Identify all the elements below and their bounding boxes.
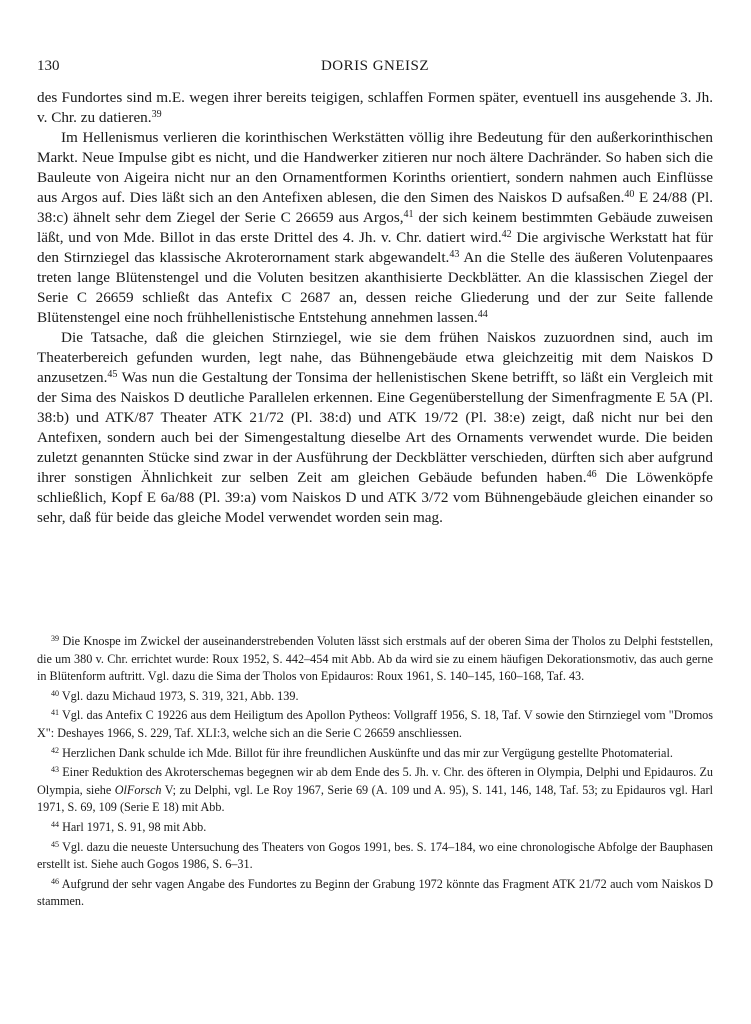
text-run: Vgl. dazu Michaud 1973, S. 319, 321, Abb. 139.	[61, 688, 299, 703]
footnote-ref: 44	[477, 308, 488, 320]
footnote	[37, 764, 713, 817]
footnote-ref: 42	[501, 228, 512, 240]
text-run: Herzlichen Dank schulde ich Mde. Billot für ihre freundlichen Auskünfte und das mir zur Vergügung gestellte Photomaterial.	[62, 745, 673, 760]
footnote-ref: 40	[624, 188, 635, 200]
text-run: Was nun die Gestaltung der Tonsima der hellenistischen Skene betrifft, so läßt ein Vergleich mit der Sima des Naiskos D deutliche Parallelen erkennen. Eine Gegenüberstellung der Simenfragmente E 5A (Pl. 38:b) und ATK/87 Theater ATK 21/72 (Pl. 38:d) und ATK 19/72 (Pl. 38:e) zeigt, daß nicht nur bei den Antefixen, sondern auch bei der Simengestaltung dieselbe Art des Ornaments verwendet wurde. Die beiden zuletzt genannten Stücke sind zwar in der Ausführung der Deckblätter verschieden, dürften sich aber aufgrund ihrer sonstigen Ähnlichkeit zur selben Zeit am gleichen Gebäude befunden haben.	[37, 369, 713, 486]
text-run: E 24/88 (Pl. 38:c) ähnelt sehr dem Ziegel der Serie C 26659 aus Argos,	[37, 189, 713, 226]
footnote	[37, 876, 713, 911]
body-paragraph	[37, 328, 713, 528]
footnote	[37, 633, 713, 686]
footnote-number: 39	[51, 633, 60, 643]
footnote-number: 41	[51, 708, 60, 718]
text-run: Vgl. dazu die neueste Untersuchung des Theaters von Gogos 1991, bes. S. 174–184, wo eine chronologische Abfolge der Bauphasen erstellt ist. Siehe auch Gogos 1986, S. 6–31.	[37, 839, 713, 872]
footnote-number: 40	[51, 688, 60, 698]
running-head: DORIS GNEISZ	[320, 58, 430, 74]
text-run: Die Löwenköpfe schließlich, Kopf E 6a/88 (Pl. 39:a) vom Naiskos D und ATK 3/72 vom Bühnengebäude gleichen einander so sehr, daß für beide das gleiche Model verwendet worden sein mag.	[37, 469, 714, 526]
footnote	[37, 819, 713, 837]
text-run: der sich keinem bestimmten Gebäude zuweisen läßt, und von Mde. Billot in das erste Drittel des 4. Jh. v. Chr. datiert wird.	[37, 209, 714, 246]
page-number: 130	[37, 58, 60, 74]
footnotes	[37, 633, 713, 913]
footnote-number: 45	[51, 839, 60, 849]
footnote	[37, 688, 713, 706]
text-run: Die Knospe im Zwickel der auseinanderstrebenden Voluten lässt sich erstmals auf der oberen Sima der Tholos zu Delphi feststellen, die um 380 v. Chr. errichtet wurde: Roux 1952, S. 442–454 mit Abb. Ab da wird sie zu einem häufigen Dekorationsmotiv, das auch gerne in Blütenform auftritt. Vgl. dazu die Sima der Tholos von Epidauros: Roux 1961, S. 140–145, 160–168, Taf. 43.	[37, 634, 713, 684]
footnote-number: 44	[51, 819, 60, 829]
body-text	[37, 88, 713, 528]
text-run: des Fundortes sind m.E. wegen ihrer bereits teigigen, schlaffen Formen später, eventuell ins ausgehende 3. Jh. v. Chr. zu datieren.	[37, 89, 713, 126]
text-run: Einer Reduktion des Akroterschemas begegnen wir ab dem Ende des 5. Jh. v. Chr. des öfteren in Olympia, Delphi und Epidauros. Zu Olympia, siehe	[37, 765, 713, 797]
text-run: Aufgrund der sehr vagen Angabe des Fundortes zu Beginn der Grabung 1972 könnte das Fragment ATK 21/72 auch vom Naiskos D stammen.	[37, 876, 713, 909]
italic-text: OlForsch	[114, 782, 162, 797]
footnote-number: 43	[51, 765, 60, 775]
body-paragraph	[37, 88, 713, 128]
footnote	[37, 707, 713, 742]
text-run: Die Tatsache, daß die gleichen Stirnziegel, wie sie dem frühen Naiskos zuzuordnen sind, auch im Theaterbereich gefunden wurden, legt nahe, das Bühnengebäude etwa gleichzeitig mit dem Naiskos D anzusetzen.	[37, 329, 713, 386]
footnote-number: 46	[51, 876, 60, 886]
body-paragraph	[37, 128, 713, 328]
footnote	[37, 745, 713, 763]
footnote-number: 42	[51, 745, 60, 755]
text-run: Die argivische Werkstatt hat für den Stirnziegel das klassische Akroterornament stark abgewandelt.	[37, 229, 713, 266]
footnote-ref: 45	[107, 368, 118, 380]
footnote-ref: 39	[151, 108, 162, 120]
text-run: Im Hellenismus verlieren die korinthischen Werkstätten völlig ihre Bedeutung für den außerkorinthischen Markt. Neue Impulse gibt es nicht, und die Handwerker zitieren nur noch ältere Dachränder. So haben sich die Bauleute von Aigeira nicht nur an den Ornamentformen Korinths orientiert, sondern nahmen auch Einflüsse aus Argos auf. Dies läßt sich an den Antefixen ablesen, die den Simen des Naiskos D aufsaßen.	[37, 129, 713, 206]
text-run: V; zu Delphi, vgl. Le Roy 1967, Serie 69 (A. 109 und A. 95), S. 141, 146, 148, Taf. 53; zu Epidauros vgl. Harl 1971, S. 69, 109 (Serie E 18) mit Abb.	[37, 782, 713, 815]
footnote-ref: 46	[586, 468, 597, 480]
footnote	[37, 839, 713, 874]
footnote-ref: 41	[403, 208, 414, 220]
text-run: An die Stelle des äußeren Volutenpaares treten lange Blütenstengel und die Voluten besitzen akanthisierte Deckblätter. An die klassischen Ziegel der Serie C 26659 schließt das Antefix C 2687 an, dessen reiche Gliederung und der zur Seite fallende Blütenstengel eine noch frühhellenistische Entstehung annehmen lassen.	[37, 249, 713, 326]
text-run: Harl 1971, S. 91, 98 mit Abb.	[62, 819, 207, 834]
text-run: Vgl. das Antefix C 19226 aus dem Heiligtum des Apollon Pytheos: Vollgraff 1956, S. 18, Taf. V sowie den Stirnziegel vom "Dromos X": Deshayes 1966, S. 229, Taf. XLI:3, welche sich an die Serie C 26659 anschliessen.	[37, 708, 714, 740]
page-header	[37, 58, 713, 80]
footnote-ref: 43	[449, 248, 460, 260]
